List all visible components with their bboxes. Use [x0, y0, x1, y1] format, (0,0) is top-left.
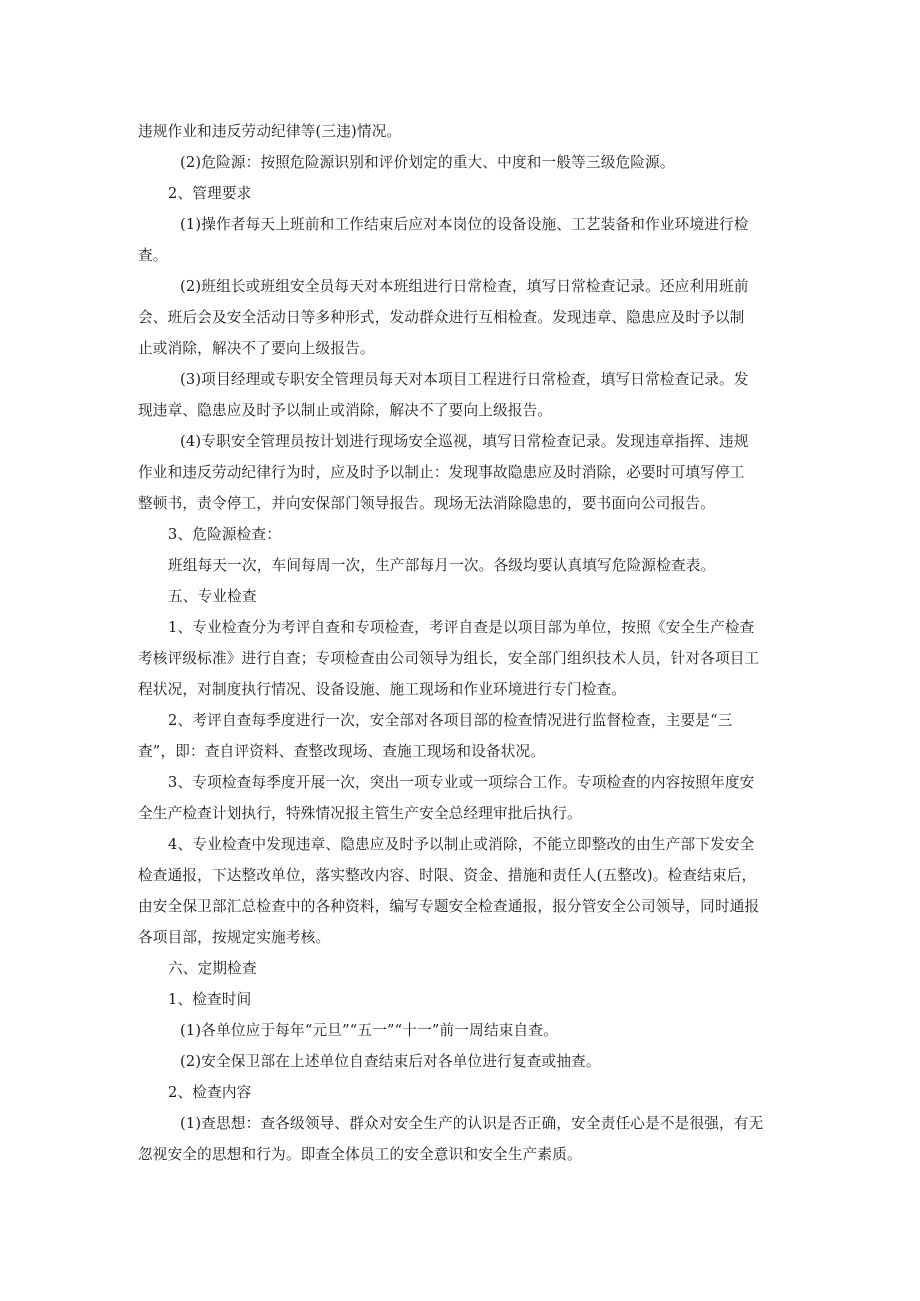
section-heading: 2、管理要求	[168, 185, 252, 202]
text-line: 整顿书，责令停工，并向安保部门领导报告。现场无法消除隐患的，要书面向公司报告。	[138, 495, 715, 512]
text-line: 止或消除，解决不了要向上级报告。	[138, 340, 375, 357]
text-line: (4)专职安全管理员按计划进行现场安全巡视，填写日常检查记录。发现违章指挥、违规	[180, 433, 749, 450]
text-line: 4、专业检查中发现违章、隐患应及时予以制止或消除，不能立即整改的由生产部下发安全	[168, 836, 755, 853]
text-line: 会、班后会及安全活动日等多种形式，发动群众进行互相检查。发现违章、隐患应及时予以制	[138, 309, 745, 326]
text-line: 1、专业检查分为考评自查和专项检查，考评自查是以项目部为单位，按照《安全生产检查	[168, 619, 755, 636]
text-line: 各项目部，按规定实施考核。	[138, 929, 331, 946]
document-body	[138, 116, 798, 1170]
section-heading: 2、检查内容	[168, 1084, 252, 1101]
text-line: 检查通报，下达整改单位，落实整改内容、时限、资金、措施和责任人(五整改)。检查结束后，	[138, 867, 757, 884]
text-line: 3、专项检查每季度开展一次，突出一项专业或一项综合工作。专项检查的内容按照年度安	[168, 774, 755, 791]
text-line: (2)安全保卫部在上述单位自查结束后对各单位进行复查或抽查。	[180, 1053, 601, 1070]
text-line: 查”，即：查自评资料、查整改现场、查施工现场和设备状况。	[138, 743, 546, 760]
section-heading: 六、定期检查	[168, 960, 257, 977]
text-line: (3)项目经理或专职安全管理员每天对本项目工程进行日常检查，填写日常检查记录。发	[180, 371, 749, 388]
text-line: 忽视安全的思想和行为。即查全体员工的安全意识和安全生产素质。	[138, 1146, 582, 1163]
text-line: (1)操作者每天上班前和工作结束后应对本岗位的设备设施、工艺装备和作业环境进行检	[180, 216, 749, 233]
text-line: 由安全保卫部汇总检查中的各种资料，编写专题安全检查通报，报分管安全公司领导，同时通报	[138, 898, 760, 915]
text-line: 违规作业和违反劳动纪律等(三违)情况。	[138, 123, 402, 140]
text-line: 作业和违反劳动纪律行为时，应及时予以制止：发现事故隐患应及时消除，必要时可填写停工	[138, 464, 745, 481]
section-heading: 1、检查时间	[168, 991, 252, 1008]
text-line: 班组每天一次，车间每周一次，生产部每月一次。各级均要认真填写危险源检查表。	[168, 557, 716, 574]
text-line: 现违章、隐患应及时予以制止或消除，解决不了要向上级报告。	[138, 402, 553, 419]
text-line: 全生产检查计划执行，特殊情况报主管生产安全总经理审批后执行。	[138, 805, 582, 822]
section-heading: 五、专业检查	[168, 588, 257, 605]
text-line: (2)危险源：按照危险源识别和评价划定的重大、中度和一般等三级危险源。	[180, 154, 675, 171]
text-line: 2、考评自查每季度进行一次，安全部对各项目部的检查情况进行监督检查，主要是“三	[168, 712, 733, 729]
text-line: (1)各单位应于每年“元旦”“五一”“十一”前一周结束自查。	[180, 1022, 558, 1039]
text-line: 考核评级标准》进行自查；专项检查由公司领导为组长，安全部门组织技术人员，针对各项目工	[138, 650, 760, 667]
section-heading: 3、危险源检查：	[168, 526, 282, 543]
text-line: 程状况，对制度执行情况、设备设施、施工现场和作业环境进行专门检查。	[138, 681, 627, 698]
text-line: (1)查思想：查各级领导、群众对安全生产的认识是否正确，安全责任心是不是很强，有无	[180, 1115, 764, 1132]
text-line: (2)班组长或班组安全员每天对本班组进行日常检查，填写日常检查记录。还应利用班前	[180, 278, 749, 295]
text-line: 查。	[138, 247, 168, 264]
